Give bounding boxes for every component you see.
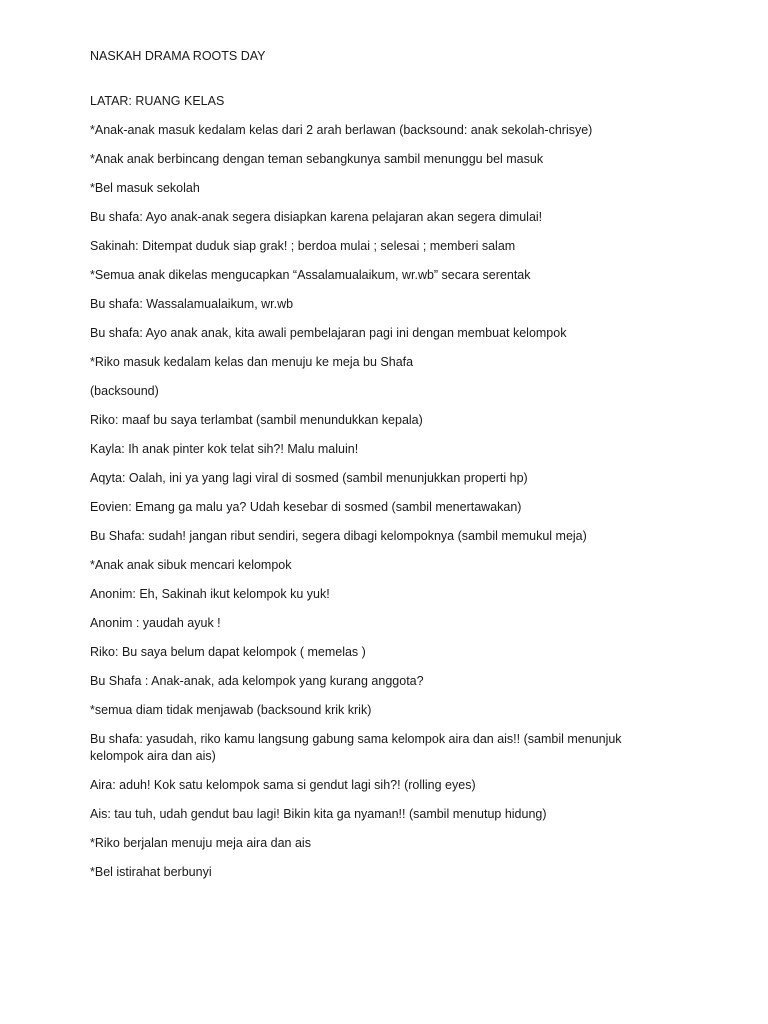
script-line: *Bel istirahat berbunyi — [90, 865, 212, 879]
script-line: Bu shafa: Wassalamualaikum, wr.wb — [90, 297, 294, 311]
script-line: Bu shafa: Ayo anak-anak segera disiapkan karena pelajaran akan segera dimulai! — [90, 210, 543, 224]
script-line: Ais: tau tuh, udah gendut bau lagi! Bikin kita ga nyaman!! (sambil menutup hidung) — [90, 807, 547, 821]
script-line: Eovien: Emang ga malu ya? Udah kesebar di sosmed (sambil menertawakan) — [90, 500, 522, 514]
script-line: Kayla: Ih anak pinter kok telat sih?! Malu maluin! — [90, 442, 359, 456]
script-line: Anonim : yaudah ayuk ! — [90, 616, 221, 630]
script-line: *Riko berjalan menuju meja aira dan ais — [90, 836, 311, 850]
script-line: Bu Shafa: sudah! jangan ribut sendiri, segera dibagi kelompoknya (sambil memukul meja) — [90, 529, 587, 543]
script-line: (backsound) — [90, 384, 159, 398]
script-line: Aqyta: Oalah, ini ya yang lagi viral di sosmed (sambil menunjukkan properti hp) — [90, 471, 528, 485]
script-lines — [90, 93, 650, 893]
script-line: *Anak-anak masuk kedalam kelas dari 2 arah berlawan (backsound: anak sekolah-chrisye) — [90, 123, 593, 137]
script-line: *semua diam tidak menjawab (backsound krik krik) — [90, 703, 372, 717]
script-line: *Anak anak berbincang dengan teman sebangkunya sambil menunggu bel masuk — [90, 152, 544, 166]
script-line: Sakinah: Ditempat duduk siap grak! ; berdoa mulai ; selesai ; memberi salam — [90, 239, 516, 253]
script-line: *Anak anak sibuk mencari kelompok — [90, 558, 292, 572]
script-line: Bu shafa: yasudah, riko kamu langsung gabung sama kelompok aira dan ais!! (sambil menunjuk kelompok aira dan ais) — [90, 732, 622, 763]
document-title: NASKAH DRAMA ROOTS DAY — [90, 49, 266, 63]
script-line: Riko: maaf bu saya terlambat (sambil menundukkan kepala) — [90, 413, 423, 427]
script-line: Riko: Bu saya belum dapat kelompok ( memelas ) — [90, 645, 366, 659]
script-line: *Riko masuk kedalam kelas dan menuju ke meja bu Shafa — [90, 355, 414, 369]
script-line: Aira: aduh! Kok satu kelompok sama si gendut lagi sih?! (rolling eyes) — [90, 778, 476, 792]
script-line: Anonim: Eh, Sakinah ikut kelompok ku yuk! — [90, 587, 330, 601]
script-line: Bu shafa: Ayo anak anak, kita awali pembelajaran pagi ini dengan membuat kelompok — [90, 326, 567, 340]
script-line: Bu Shafa : Anak-anak, ada kelompok yang kurang anggota? — [90, 674, 424, 688]
script-line: *Semua anak dikelas mengucapkan “Assalamualaikum, wr.wb” secara serentak — [90, 268, 531, 282]
script-line: *Bel masuk sekolah — [90, 181, 200, 195]
script-line-setting: LATAR: RUANG KELAS — [90, 94, 225, 108]
